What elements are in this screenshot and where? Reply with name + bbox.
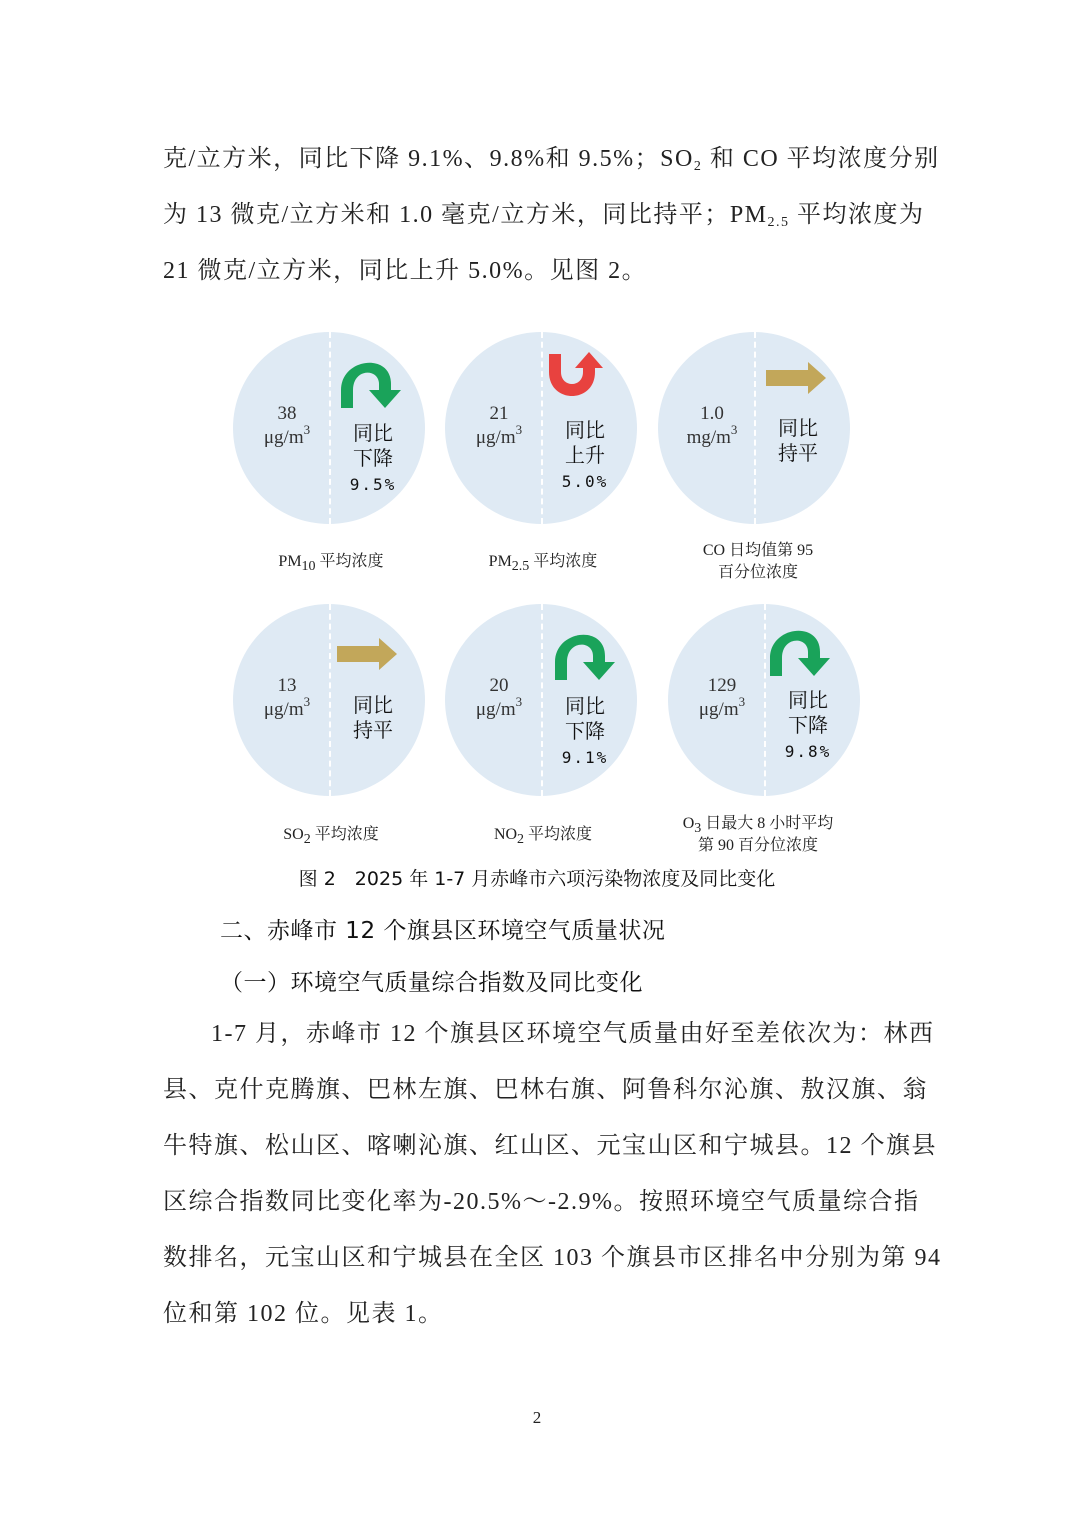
down-trend-arrow-icon	[762, 618, 838, 680]
down-trend-arrow-icon	[547, 622, 623, 684]
indicator-label: CO 日均值第 95 百分位浓度	[702, 542, 814, 581]
value-text: 13 $\mu g/m^3$	[263, 675, 311, 720]
value-text: 21 $\mu g/m^3$	[475, 403, 523, 448]
paragraph-line: 县、克什克腾旗、巴林左旗、巴林右旗、阿鲁科尔沁旗、敖汉旗、翁	[163, 1077, 928, 1103]
section-heading: 二、赤峰市 12 个旗县区环境空气质量状况	[220, 918, 666, 944]
value-text: 1.0 $mg/m^3$	[686, 403, 738, 448]
o3-card	[668, 604, 878, 804]
down-trend-arrow-icon	[333, 350, 409, 412]
body-paragraph	[163, 1006, 942, 1342]
trend-text: 同比 下降 9.8%	[784, 688, 832, 761]
figure-caption: 图 2 2025 年 1-7 月赤峰市六项污染物浓度及同比变化	[298, 868, 776, 890]
paragraph-line: 为 13 微克/立方米和 1.0 毫克/立方米，同比持平；$PM_{2.5}$ 平均浓度为	[163, 202, 925, 230]
trend-text: 同比 持平	[778, 416, 818, 465]
indicator-label: $SO_2$ 平均浓度	[283, 826, 379, 847]
trend-text: 同比 上升 5.0%	[561, 418, 609, 491]
paragraph-line: 1-7 月，赤峰市 12 个旗县区环境空气质量由好至差依次为：林西	[211, 1021, 935, 1047]
indicator-label: $PM_{2.5}$ 平均浓度	[488, 553, 598, 574]
paragraph-line: 牛特旗、松山区、喀喇沁旗、红山区、元宝山区和宁城县。12 个旗县	[163, 1133, 937, 1159]
co-card	[658, 332, 868, 532]
paragraph-line: 21 微克/立方米，同比上升 5.0%。见图 2。	[163, 258, 648, 284]
flat-trend-arrow-icon	[764, 360, 828, 396]
trend-text: 同比 下降 9.1%	[561, 694, 609, 767]
trend-text: 同比 持平	[353, 693, 393, 742]
value-text: 129 $\mu g/m^3$	[698, 675, 746, 720]
pm25-card	[445, 332, 655, 532]
value-text: 38 $\mu g/m^3$	[263, 403, 311, 448]
trend-text: 同比 下降 9.5%	[349, 421, 397, 494]
no2-card	[445, 604, 655, 804]
flat-trend-arrow-icon	[335, 636, 399, 672]
subsection-heading: （一）环境空气质量综合指数及同比变化	[220, 970, 643, 996]
indicator-label: $NO_2$ 平均浓度	[493, 826, 593, 847]
pm10-card	[233, 332, 443, 532]
paragraph-line: 区综合指数同比变化率为-20.5%～-2.9%。按照环境空气质量综合指	[163, 1189, 920, 1215]
paragraph-line: 位和第 102 位。见表 1。	[163, 1301, 444, 1327]
paragraph-line: 数排名，元宝山区和宁城县在全区 103 个旗县市区排名中分别为第 94	[163, 1245, 942, 1271]
page-number: 2	[532, 1408, 542, 1427]
indicator-label: $O_3$ 日最大 8 小时平均 第 90 百分位浓度	[682, 815, 834, 854]
paragraph-line: 克/立方米，同比下降 9.1%、9.8%和 9.5%；$SO_2$ 和 CO 平均浓度分别	[163, 146, 940, 174]
up-trend-arrow-icon	[545, 350, 607, 406]
value-text: 20 $\mu g/m^3$	[475, 675, 523, 720]
indicator-label: $PM_{10}$ 平均浓度	[278, 553, 384, 574]
so2-card	[233, 604, 443, 804]
